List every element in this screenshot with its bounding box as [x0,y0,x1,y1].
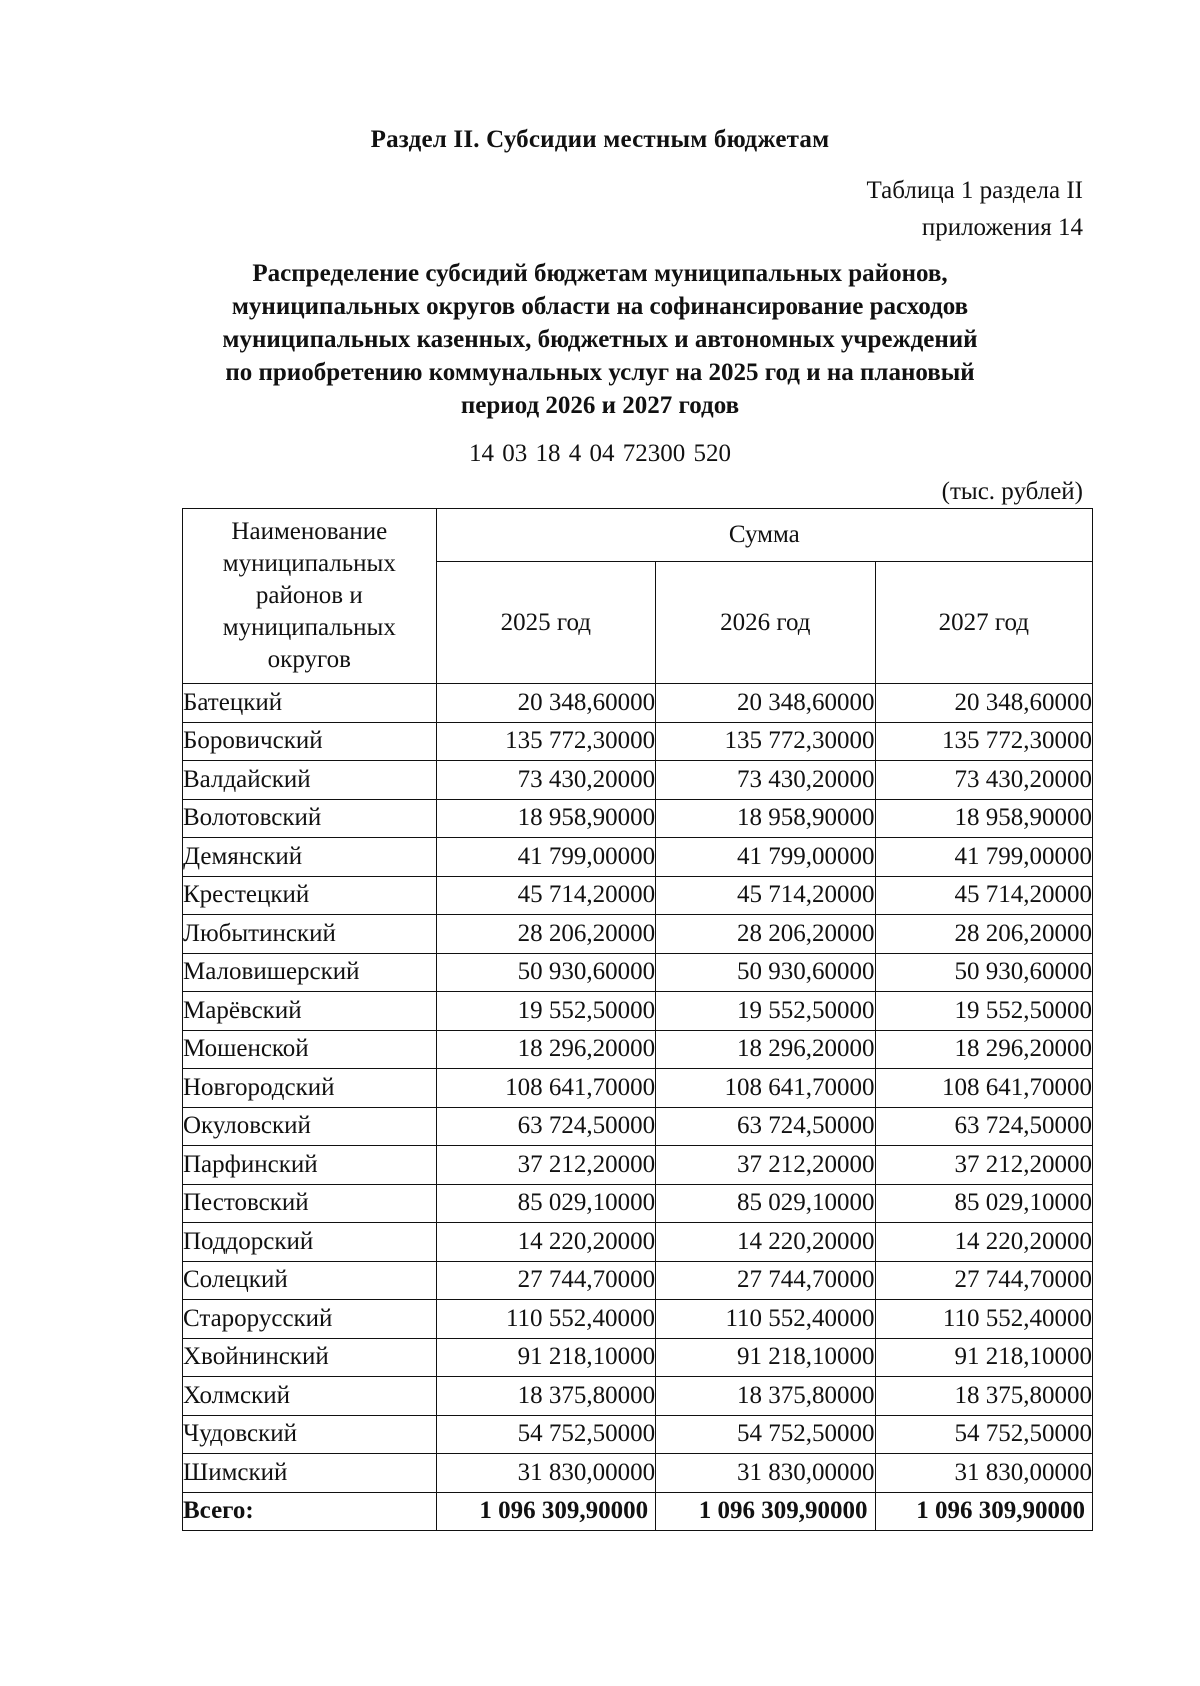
total-2026: 1 096 309,90000 [656,1492,875,1531]
table-row [183,1223,1093,1262]
table-row [183,761,1093,800]
document-title-line3: муниципальных казенных, бюджетных и автономных учреждений [222,326,978,353]
value-2026: 91 218,10000 [656,1338,875,1377]
value-2025: 50 930,60000 [436,953,655,992]
district-name: Шимский [183,1454,437,1493]
value-2025: 91 218,10000 [436,1338,655,1377]
table-row [183,799,1093,838]
value-2025: 73 430,20000 [436,761,655,800]
value-2025: 19 552,50000 [436,992,655,1031]
document-title-line4: по приобретению коммунальных услуг на 2025 год и на плановый [225,359,975,386]
value-2027: 28 206,20000 [875,915,1092,954]
table-total-row [183,1492,1093,1531]
value-2027: 20 348,60000 [875,684,1092,723]
value-2025: 41 799,00000 [436,838,655,877]
district-name: Крестецкий [183,876,437,915]
table-row [183,1454,1093,1493]
header-year-2027: 2027 год [875,562,1092,684]
value-2025: 18 296,20000 [436,1030,655,1069]
value-2025: 108 641,70000 [436,1069,655,1108]
value-2025: 18 375,80000 [436,1377,655,1416]
table-row [183,1300,1093,1339]
value-2025: 135 772,30000 [436,722,655,761]
district-name: Марёвский [183,992,437,1031]
document-title-line1: Распределение субсидий бюджетам муниципальных районов, [252,260,948,287]
value-2027: 85 029,10000 [875,1184,1092,1223]
subsidy-table [182,508,1093,1531]
value-2026: 19 552,50000 [656,992,875,1031]
header-name-column: Наименование муниципальных районов и муниципальных округов [183,509,437,684]
value-2026: 20 348,60000 [656,684,875,723]
table-row [183,876,1093,915]
value-2026: 110 552,40000 [656,1300,875,1339]
section-title: Раздел II. Субсидии местным бюджетам [370,126,830,153]
value-2027: 73 430,20000 [875,761,1092,800]
value-2026: 41 799,00000 [656,838,875,877]
value-2026: 63 724,50000 [656,1107,875,1146]
value-2027: 63 724,50000 [875,1107,1092,1146]
value-2025: 20 348,60000 [436,684,655,723]
header-year-2025: 2025 год [436,562,655,684]
value-2027: 50 930,60000 [875,953,1092,992]
value-2027: 18 958,90000 [875,799,1092,838]
district-name: Поддорский [183,1223,437,1262]
value-2025: 63 724,50000 [436,1107,655,1146]
district-name: Маловишерский [183,953,437,992]
table-row [183,1107,1093,1146]
table-row [183,1415,1093,1454]
value-2027: 14 220,20000 [875,1223,1092,1262]
value-2025: 18 958,90000 [436,799,655,838]
table-row [183,1338,1093,1377]
value-2025: 27 744,70000 [436,1261,655,1300]
value-2027: 135 772,30000 [875,722,1092,761]
unit-label: (тыс. рублей) [941,478,1083,505]
district-name: Пестовский [183,1184,437,1223]
table-row [183,1184,1093,1223]
value-2026: 18 375,80000 [656,1377,875,1416]
value-2025: 31 830,00000 [436,1454,655,1493]
value-2027: 18 296,20000 [875,1030,1092,1069]
table-reference-line1: Таблица 1 раздела II [866,177,1083,204]
table-row [183,722,1093,761]
total-2027: 1 096 309,90000 [875,1492,1092,1531]
header-year-2026: 2026 год [656,562,875,684]
value-2027: 27 744,70000 [875,1261,1092,1300]
value-2025: 85 029,10000 [436,1184,655,1223]
value-2027: 18 375,80000 [875,1377,1092,1416]
value-2027: 41 799,00000 [875,838,1092,877]
table-row [183,953,1093,992]
district-name: Мошенской [183,1030,437,1069]
district-name: Солецкий [183,1261,437,1300]
table-reference-line2: приложения 14 [921,214,1083,241]
value-2026: 50 930,60000 [656,953,875,992]
table-row [183,1146,1093,1185]
value-2025: 110 552,40000 [436,1300,655,1339]
district-name: Батецкий [183,684,437,723]
value-2026: 135 772,30000 [656,722,875,761]
value-2026: 85 029,10000 [656,1184,875,1223]
value-2027: 91 218,10000 [875,1338,1092,1377]
table-row [183,992,1093,1031]
district-name: Старорусский [183,1300,437,1339]
value-2027: 19 552,50000 [875,992,1092,1031]
value-2026: 28 206,20000 [656,915,875,954]
table-row [183,1069,1093,1108]
district-name: Хвойнинский [183,1338,437,1377]
table-body [183,684,1093,1493]
table-header-row [183,509,1093,562]
table-row [183,684,1093,723]
document-title-line5: период 2026 и 2027 годов [460,392,740,419]
header-sum: Сумма [436,509,1092,562]
value-2026: 37 212,20000 [656,1146,875,1185]
document-title [150,257,1050,422]
value-2026: 31 830,00000 [656,1454,875,1493]
value-2027: 37 212,20000 [875,1146,1092,1185]
value-2027: 108 641,70000 [875,1069,1092,1108]
value-2026: 45 714,20000 [656,876,875,915]
value-2025: 54 752,50000 [436,1415,655,1454]
budget-classification-code: 14 03 18 4 04 72300 520 [469,440,731,467]
value-2027: 54 752,50000 [875,1415,1092,1454]
value-2026: 18 958,90000 [656,799,875,838]
table-row [183,838,1093,877]
table-row [183,1030,1093,1069]
district-name: Окуловский [183,1107,437,1146]
value-2026: 73 430,20000 [656,761,875,800]
document-title-line2: муниципальных округов области на софинансирование расходов [231,293,969,320]
value-2026: 18 296,20000 [656,1030,875,1069]
district-name: Волотовский [183,799,437,838]
value-2026: 14 220,20000 [656,1223,875,1262]
value-2025: 14 220,20000 [436,1223,655,1262]
value-2026: 27 744,70000 [656,1261,875,1300]
district-name: Новгородский [183,1069,437,1108]
value-2026: 54 752,50000 [656,1415,875,1454]
total-2025: 1 096 309,90000 [436,1492,655,1531]
value-2027: 31 830,00000 [875,1454,1092,1493]
district-name: Парфинский [183,1146,437,1185]
value-2027: 110 552,40000 [875,1300,1092,1339]
district-name: Холмский [183,1377,437,1416]
district-name: Боровичский [183,722,437,761]
value-2025: 28 206,20000 [436,915,655,954]
value-2026: 108 641,70000 [656,1069,875,1108]
total-label: Всего: [183,1492,437,1531]
value-2025: 37 212,20000 [436,1146,655,1185]
district-name: Любытинский [183,915,437,954]
table-row [183,1261,1093,1300]
value-2027: 45 714,20000 [875,876,1092,915]
value-2025: 45 714,20000 [436,876,655,915]
district-name: Чудовский [183,1415,437,1454]
table-row [183,1377,1093,1416]
district-name: Валдайский [183,761,437,800]
district-name: Демянский [183,838,437,877]
table-row [183,915,1093,954]
